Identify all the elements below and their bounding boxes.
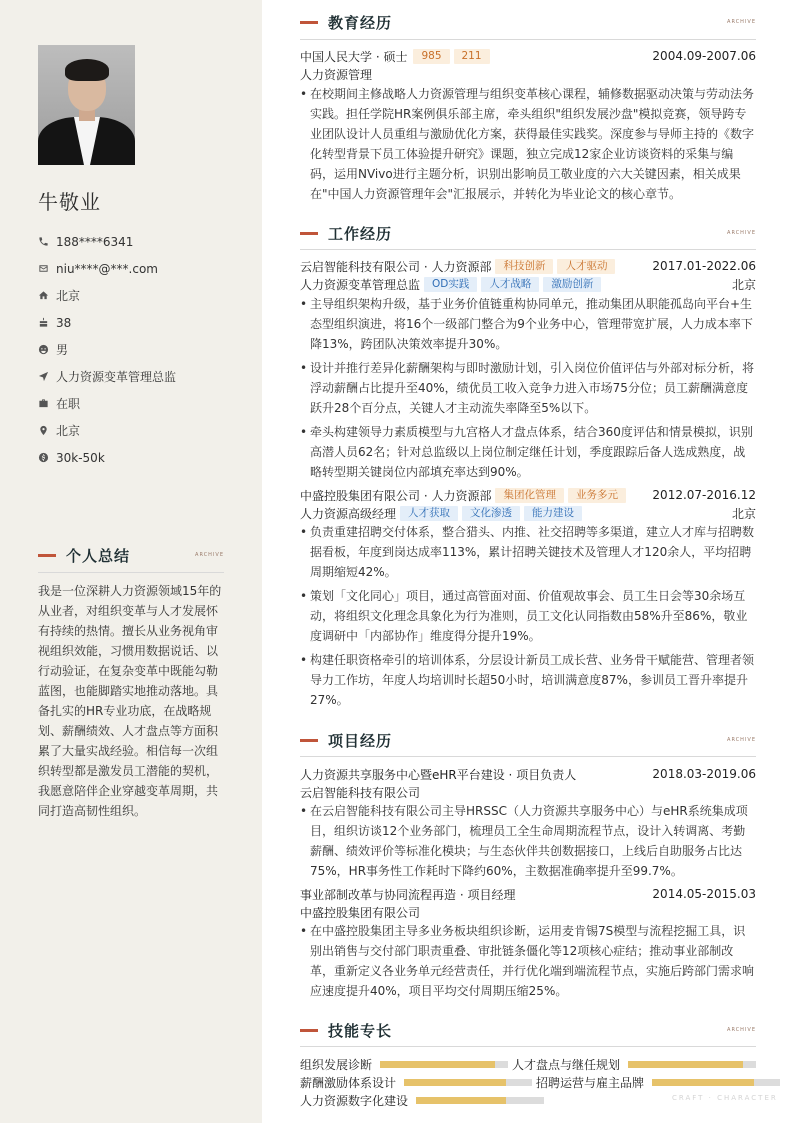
face-icon [38, 344, 56, 355]
role-tag: 人才获取 [400, 506, 458, 521]
education-row [300, 47, 756, 65]
location-pin-icon [38, 425, 56, 436]
job-city: 北京 [731, 506, 756, 521]
info-gender: 男 [38, 336, 176, 363]
education-section-header [300, 11, 756, 33]
education-bullet: • 在校期间主修战略人力资源管理与组织变革核心课程，辅修数据驱动决策与劳动法务实践。担任学院HR案例俱乐部主席，牵头组织"组织发展沙盘"模拟竞赛，领导跨专业团队设计人员重组与激励优化方案，获得最佳实践奖。深度参与导师主持的《数字化转型背景下员工体验提升研究》课题，独立完成12家企业访谈资料的采集与编码，运用NVivo进行主题分析，识别出影响员工敬业度的六大关键因素，相关成果在"中国人力资源管理年会"汇报展示，并转化为毕业论文的核心章节。 [300, 84, 756, 204]
project-header [300, 885, 756, 903]
money-icon [38, 452, 56, 463]
skill-bar [628, 1061, 756, 1068]
job-bullet: • 设计并推行差异化薪酬架构与即时激励计划，引入岗位价值评估与外部对标分析，将浮动薪酬占比提升至40%，绩优员工收入竞争力进入市场75分位；员工薪酬满意度跃升28个百分点，关键人才主动流失率降至5%以下。 [300, 358, 756, 418]
job-bullet: • 构建任职资格牵引的培训体系，分层设计新员工成长营、业务骨干赋能营、管理者领导力工作坊，年度人均培训时长超50小时，培训满意度87%，参训员工晋升率提升27%。 [300, 650, 756, 710]
project-name: 人力资源共享服务中心暨eHR平台建设 · 项目负责人 [300, 767, 577, 782]
info-phone: 188****6341 [38, 228, 176, 255]
job-role: 人力资源高级经理 [300, 506, 397, 521]
skill-bar [652, 1079, 780, 1086]
info-location: 北京 [38, 417, 176, 444]
job-header [300, 486, 756, 504]
job-bullet: • 负责重建招聘交付体系，整合猎头、内推、社交招聘等多渠道，建立人才库与招聘数据看板，年度到岗达成率113%，累计招聘关键技术及管理人才120余人，平均招聘周期缩短42%。 [300, 522, 756, 582]
candidate-name: 牛敬业 [38, 190, 101, 214]
section-title: 个人总结 [66, 546, 131, 565]
info-city: 北京 [38, 282, 176, 309]
skills-section-header [300, 1019, 756, 1041]
company-tag: 业务多元 [568, 488, 626, 503]
projects-section-header [300, 729, 756, 751]
school-tag: 985 [413, 49, 449, 64]
summary-text: 我是一位深耕人力资源领域15年的从业者，对组织变革与人才发展怀有持续的热情。擅长从业务视角审视组织效能，习惯用数据说话、以行动验证，在复杂变革中既能勾勒蓝图，也能脚踏实地推动落地。具备扎实的HR专业功底，在战略规划、薪酬绩效、人才盘点等方面积累了大量实战经验。相信每一次组织转型都是激发员工潜能的契机，我愿意陪伴企业穿越变革周期，共同打造高韧性组织。 [38, 584, 222, 818]
archive-label: ARCHIVE [727, 1027, 756, 1033]
project-org-row [300, 903, 756, 921]
job-date: 2012.07-2016.12 [652, 488, 756, 502]
job-header [300, 257, 756, 275]
project-header [300, 765, 756, 783]
role-tag: 激励创新 [543, 277, 601, 292]
job-role: 人力资源变革管理总监 [300, 277, 421, 292]
job-role-row [300, 275, 756, 293]
project-bullet: • 在中盛控股集团主导多业务板块组织诊断，运用麦肯锡7S模型与流程挖掘工具，识别出销售与交付部门职责重叠、审批链条僵化等12项核心症结；推动事业部制改革，重新定义各业务单元经营责任，并行优化端到端流程节点，实施后跨部门需求响应速度提升40%，项目平均交付周期压缩25%。 [300, 921, 756, 1001]
briefcase-icon [38, 398, 56, 409]
skill-bar [416, 1097, 544, 1104]
project-org-row [300, 783, 756, 801]
company-tag: 集团化管理 [495, 488, 564, 503]
watermark: CRAFT · CHARACTER [672, 1094, 778, 1102]
company-tag: 人才驱动 [557, 259, 615, 274]
section-title: 技能专长 [328, 1021, 393, 1040]
project-org: 中盛控股集团有限公司 [300, 905, 421, 920]
skill-item: 组织发展诊断 [300, 1056, 508, 1072]
skill-item: 人才盘点与继任规划 [512, 1056, 756, 1072]
project-date: 2014.05-2015.03 [652, 887, 756, 901]
info-age: 38 [38, 309, 176, 336]
info-email: niu****@***.com [38, 255, 176, 282]
job-city: 北京 [731, 277, 756, 292]
education-date: 2004.09-2007.06 [652, 49, 756, 63]
company-name: 云启智能科技有限公司 · 人力资源部 [300, 259, 492, 274]
info-status: 在职 [38, 390, 176, 417]
school-tag: 211 [454, 49, 490, 64]
school-name: 中国人民大学 · 硕士 [300, 49, 408, 64]
skill-item: 人力资源数字化建设 [300, 1092, 544, 1108]
project-name: 事业部制改革与协同流程再造 · 项目经理 [300, 887, 516, 902]
summary-section-header [38, 544, 224, 566]
skill-bar [380, 1061, 508, 1068]
skill-item: 薪酬激励体系设计 [300, 1074, 532, 1090]
company-tag: 科技创新 [495, 259, 553, 274]
avatar [38, 45, 135, 165]
project-org: 云启智能科技有限公司 [300, 785, 421, 800]
project-date: 2018.03-2019.06 [652, 767, 756, 781]
archive-label: ARCHIVE [195, 552, 224, 558]
contact-info-list [38, 228, 176, 471]
home-icon [38, 290, 56, 301]
cake-icon [38, 317, 56, 328]
project-bullet: • 在云启智能科技有限公司主导HRSSC（人力资源共享服务中心）与eHR系统集成项目，组织访谈12个业务部门，梳理员工全生命周期流程节点，设计入转调离、考勤薪酬、绩效评价等标准化模块；与生态伙伴共创数据接口，上线后自助服务占比达75%，HR事务性工作耗时下降约60%，主数据准确率提升至99.7%。 [300, 801, 756, 881]
major-row [300, 65, 756, 83]
job-role-row [300, 504, 756, 522]
skill-item: 招聘运营与雇主品牌 [536, 1074, 780, 1090]
send-icon [38, 371, 56, 382]
section-title: 教育经历 [328, 13, 393, 32]
major: 人力资源管理 [300, 67, 373, 82]
section-title: 项目经历 [328, 731, 393, 750]
job-bullet: • 主导组织架构升级，基于业务价值链重构协同单元，推动集团从职能孤岛向平台+生态型组织演进，将16个一级部门整合为9个业务中心，管理带宽扩展，人力成本率下降13%，跨团队决策效率提升30%。 [300, 294, 756, 354]
work-section-header [300, 222, 756, 244]
company-name: 中盛控股集团有限公司 · 人力资源部 [300, 488, 492, 503]
section-title: 工作经历 [328, 224, 393, 243]
role-tag: 能力建设 [524, 506, 582, 521]
info-position: 人力资源变革管理总监 [38, 363, 176, 390]
archive-label: ARCHIVE [727, 737, 756, 743]
info-salary: 30k-50k [38, 444, 176, 471]
role-tag: OD实践 [424, 277, 477, 292]
archive-label: ARCHIVE [727, 230, 756, 236]
mail-icon [38, 263, 56, 274]
phone-icon [38, 236, 56, 247]
role-tag: 人才战略 [481, 277, 539, 292]
job-bullet: • 牵头构建领导力素质模型与九宫格人才盘点体系，结合360度评估和情景模拟，识别高潜人员62名；针对总监级以上岗位制定继任计划，季度跟踪后备人选成熟度，战略转型期关键岗位内部填充率达到90%。 [300, 422, 756, 482]
job-bullet: • 策划「文化同心」项目，通过高管面对面、价值观故事会、员工生日会等30余场互动，将组织文化理念具象化为行为准则，员工文化认同指数由58%升至86%，敬业度调研中「内部协作」维度得分提升19%。 [300, 586, 756, 646]
role-tag: 文化渗透 [462, 506, 520, 521]
job-date: 2017.01-2022.06 [652, 259, 756, 273]
skill-bar [404, 1079, 532, 1086]
archive-label: ARCHIVE [727, 19, 756, 25]
